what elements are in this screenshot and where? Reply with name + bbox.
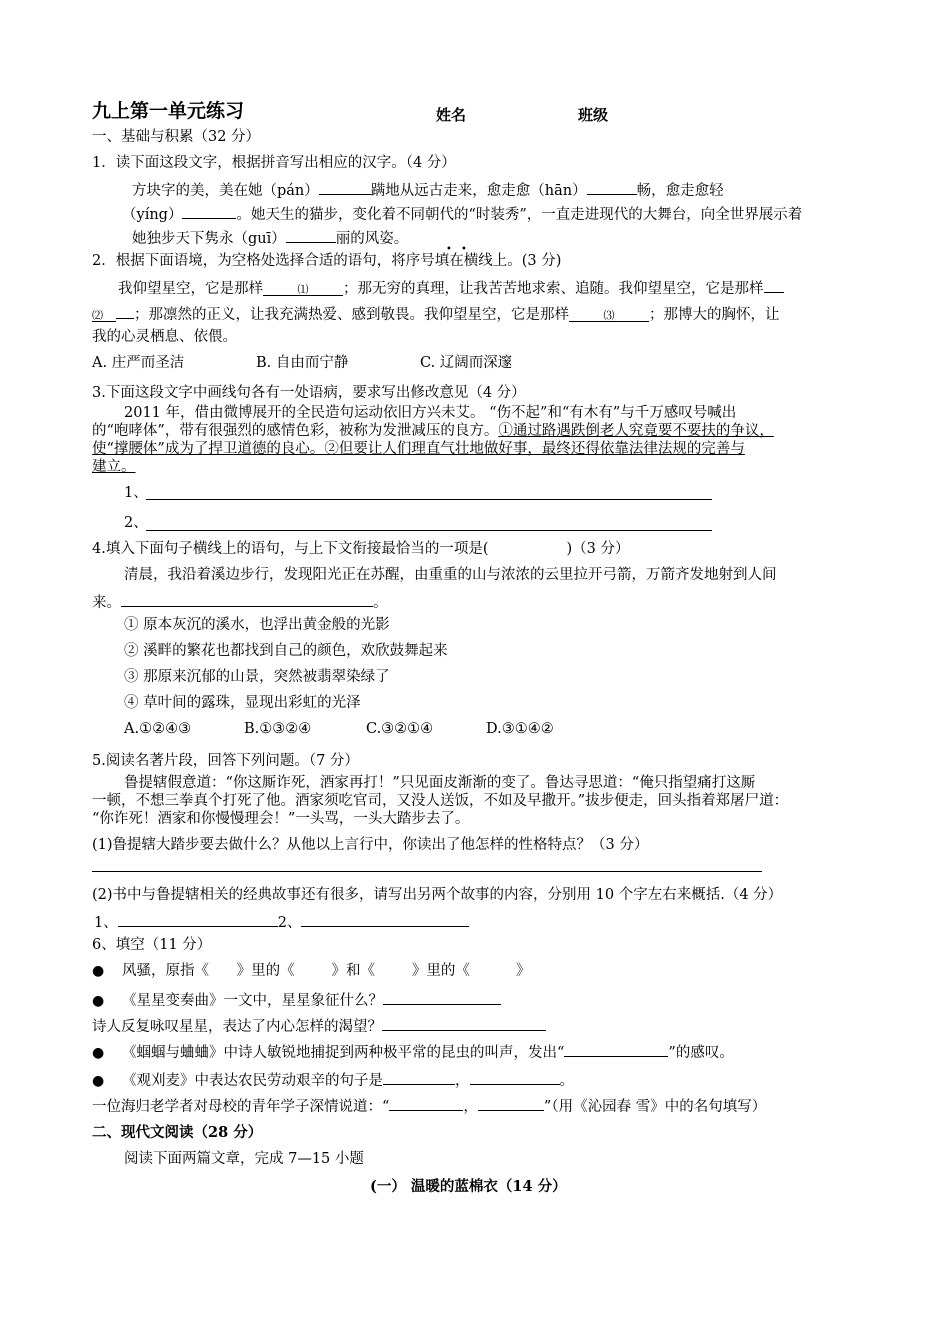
section2-heading: 二、现代文阅读（28 分） — [92, 1124, 263, 1141]
answer-blank[interactable] — [564, 1042, 668, 1057]
class-label: 班级 — [578, 106, 609, 124]
q4-text: 。 — [373, 595, 388, 611]
q2-option-a: A. 庄严而圣洁 — [92, 355, 185, 371]
bullet-icon: ● — [92, 963, 105, 979]
q2-text: ；那无穷的真理，让我苦苦地求索、追随。我仰望星空，它是那样 — [343, 281, 764, 297]
q2-text: ；那凛然的正义，让我充满热爱、感到敬畏。我仰望星空，它是那样 — [134, 307, 569, 323]
bullet-icon: ● — [92, 1045, 105, 1061]
q1-stem: 1．读下面这段文字，根据拼音写出相应的汉字。（4 分） — [92, 155, 456, 171]
answer-blank[interactable] — [383, 1070, 455, 1085]
q6-text: 《星星变奏曲》一文中，星星象征什么？ — [122, 993, 383, 1009]
q5-passage-3: “你诈死！酒家和你慢慢理会！”一头骂，一头大踏步去了。 — [92, 811, 470, 827]
q4-text: 来。 — [92, 595, 121, 611]
q3-line3 — [92, 440, 745, 458]
q4-item-1: ① 原本灰沉的溪水，也浮出黄金般的光影 — [124, 617, 390, 633]
q6-text: ， — [455, 1073, 470, 1089]
q1-text: 畅，愈走愈轻 — [636, 183, 724, 199]
answer-blank-2-start[interactable] — [764, 278, 784, 293]
answer-blank[interactable] — [121, 592, 373, 607]
q4-choice-a: A.①②④③ — [124, 721, 192, 737]
bullet-icon: ● — [92, 1073, 105, 1089]
answer-blank-1[interactable]: ⑴ — [263, 281, 343, 296]
q4-stem-tail: )（3 分） — [566, 541, 630, 557]
answer-blank-2-tail[interactable] — [116, 304, 134, 319]
q6-bullet-1 — [92, 962, 531, 980]
q4-stem — [92, 540, 630, 558]
q4-item-2: ② 溪畔的繁花也都找到自己的颜色，欢欣鼓舞起来 — [124, 643, 448, 659]
q1-line2 — [122, 204, 802, 224]
q2-text: ；那博大的胸怀，让 — [649, 307, 780, 323]
bullet-icon: ● — [92, 993, 105, 1009]
q2-option-c: C. 辽阔而深邃 — [420, 355, 513, 371]
q6-bullet-4 — [92, 1070, 574, 1090]
name-label: 姓名 — [436, 106, 467, 124]
q5-passage-2: 一顿，不想三拳真个打死了他。酒家须吃官司，又没人送饭，不如及早撒开。”拔步便走，回头指着郑屠尸道： — [92, 793, 789, 809]
q4-choice-c: C.③②①④ — [366, 721, 434, 737]
q2-line1 — [118, 278, 784, 298]
q6-text: 一位海归老学者对母校的青年学子深情说道：“ — [92, 1099, 390, 1115]
q6-bullet-3 — [92, 1042, 734, 1062]
q5-answer-label-1: 1、 — [94, 915, 118, 931]
q4-item-4: ④ 草叶间的露珠，显现出彩虹的光泽 — [124, 695, 361, 711]
answer-blank[interactable] — [478, 1096, 544, 1111]
q1-text: 丽的风姿。 — [335, 231, 409, 247]
answer-blank[interactable] — [301, 912, 469, 927]
q3-answer-line-1[interactable] — [146, 499, 712, 500]
section2-intro: 阅读下面两篇文章，完成 7—15 小题 — [124, 1151, 364, 1167]
q3-text: 的“咆哮体”，带有很强烈的感情色彩，被称为发泄减压的良方。 — [92, 423, 499, 439]
q1-line1 — [132, 180, 724, 200]
q1-text: 蹒地从远古走来，愈走愈（hān） — [370, 183, 587, 199]
answer-blank[interactable] — [182, 204, 236, 219]
q5-subquestion-2: (2)书中与鲁提辖相关的经典故事还有很多，请写出另两个故事的内容，分别用 10 个字左右来概括.（4 分） — [92, 887, 783, 903]
article-title: (一） 温暖的蓝棉衣（14 分） — [370, 1178, 567, 1195]
q5-passage-1: 鲁提辖假意道：“你这厮诈死，酒家再打！”只见面皮渐渐的变了。鲁达寻思道：“俺只指望痛打这厮 — [124, 775, 756, 791]
q2-text: 我仰望星空，它是那样 — [118, 281, 263, 297]
q2-line3: 我的心灵栖息、依偎。 — [92, 329, 237, 345]
q3-stem: 3.下面这段文字中画线句各有一处语病，要求写出修改意见（4 分） — [92, 385, 526, 401]
q1-text: 她独步天下隽永（guī） — [132, 231, 286, 247]
q4-item-3: ③ 那原来沉郁的山景，突然被翡翠染绿了 — [124, 669, 390, 685]
q5-subquestion-1: (1)鲁提辖大踏步要去做什么？从他以上言行中，你读出了他怎样的性格特点？（3 分） — [92, 837, 649, 853]
q2-stem: 2．根据下面语境，为空格处选择合适的语句，将序号填在横线上。(3 分) — [92, 253, 562, 269]
q1-line3 — [132, 228, 408, 248]
q2-line2 — [92, 304, 780, 324]
q3-line1: 2011 年，借由微博展开的全民造句运动依旧方兴未艾。 “伤不起”和“有木有”与千万感叹号喊出 — [124, 405, 737, 421]
q3-answer-label-1: 1、 — [124, 485, 148, 501]
q3-answer-line-2[interactable] — [146, 530, 712, 531]
answer-blank[interactable] — [118, 912, 278, 927]
q1-text: 方块字的美，美在她（pán） — [132, 183, 319, 199]
q6-line-3 — [92, 1016, 546, 1036]
q2-option-b: B. 自由而宁静 — [256, 355, 349, 371]
q6-bullet-2 — [92, 990, 501, 1010]
q5-answer-label-2: 2、 — [277, 915, 302, 931]
q6-text: 诗人反复咏叹星星，表达了内心怎样的渴望？ — [92, 1019, 382, 1035]
q6-text: 。 — [559, 1073, 574, 1089]
q5-answer-line[interactable] — [92, 871, 762, 872]
section1-heading: 一、基础与积累（32 分） — [92, 129, 261, 145]
q6-text: ”的感叹。 — [668, 1045, 734, 1061]
q5-stem: 5.阅读名著片段，回答下列问题。（7 分） — [92, 753, 359, 769]
answer-blank[interactable] — [319, 180, 371, 195]
answer-blank-3[interactable]: ⑶ — [569, 307, 649, 322]
answer-blank[interactable] — [389, 1096, 463, 1111]
q1-text: 。她天生的猫步，变化着不同朝代的“时装秀”，一直走进现代的大舞台，向全世界展示着 — [236, 207, 803, 223]
q3-answer-label-2: 2、 — [124, 515, 148, 531]
q4-choice-b: B.①③②④ — [244, 721, 312, 737]
answer-blank[interactable] — [383, 990, 501, 1005]
q4-stem-text: 4.填入下面句子横线上的语句，与上下文衔接最恰当的一项是( — [92, 541, 489, 557]
answer-blank-2[interactable]: ⑵ — [92, 307, 116, 322]
q1-text: （yíng） — [122, 207, 183, 223]
q6-text: 《观刈麦》中表达农民劳动艰辛的句子是 — [122, 1073, 383, 1089]
worksheet-title: 九上第一单元练习 — [92, 100, 245, 122]
q3-underlined-sentence-1-end: 使“撑腰体”成为了捍卫道德的良心。 — [92, 441, 325, 457]
answer-blank[interactable] — [286, 228, 336, 243]
q3-line2 — [92, 422, 774, 440]
q6-text: ， — [463, 1099, 478, 1115]
q3-underlined-sentence-2: ②但要让人们理直气壮地做好事，最终还得依靠法律法规的完善与 — [324, 441, 745, 457]
q5-answers — [94, 912, 469, 932]
answer-blank[interactable] — [470, 1070, 560, 1085]
answer-blank[interactable] — [587, 180, 637, 195]
emphasis-dot: • — [446, 244, 452, 255]
answer-blank[interactable] — [382, 1016, 546, 1031]
q3-line4: 建立。 — [92, 459, 136, 475]
q3-underlined-sentence-1: ①通过路遇跌倒老人究竟要不要扶的争议， — [498, 423, 774, 439]
q6-text: 风骚，原指《 》里的《 》和《 》里的《 》 — [122, 963, 531, 979]
emphasis-dot: • — [461, 244, 467, 255]
q6-line-6 — [92, 1096, 766, 1116]
q4-choice-d: D.③①④② — [486, 721, 554, 737]
q4-passage-1: 清晨，我沿着溪边步行，发现阳光正在苏醒，由重重的山与浓浓的云里拉开弓箭，万箭齐发地射到人间 — [124, 567, 777, 583]
q6-text: 《蝈蝈与蛐蛐》中诗人敏锐地捕捉到两种极平常的昆虫的叫声，发出“ — [122, 1045, 565, 1061]
q6-stem: 6、填空（11 分） — [92, 937, 212, 953]
q6-text: ”（用《沁园春 雪》中的名句填写） — [543, 1099, 767, 1115]
q4-passage-2 — [92, 592, 388, 612]
